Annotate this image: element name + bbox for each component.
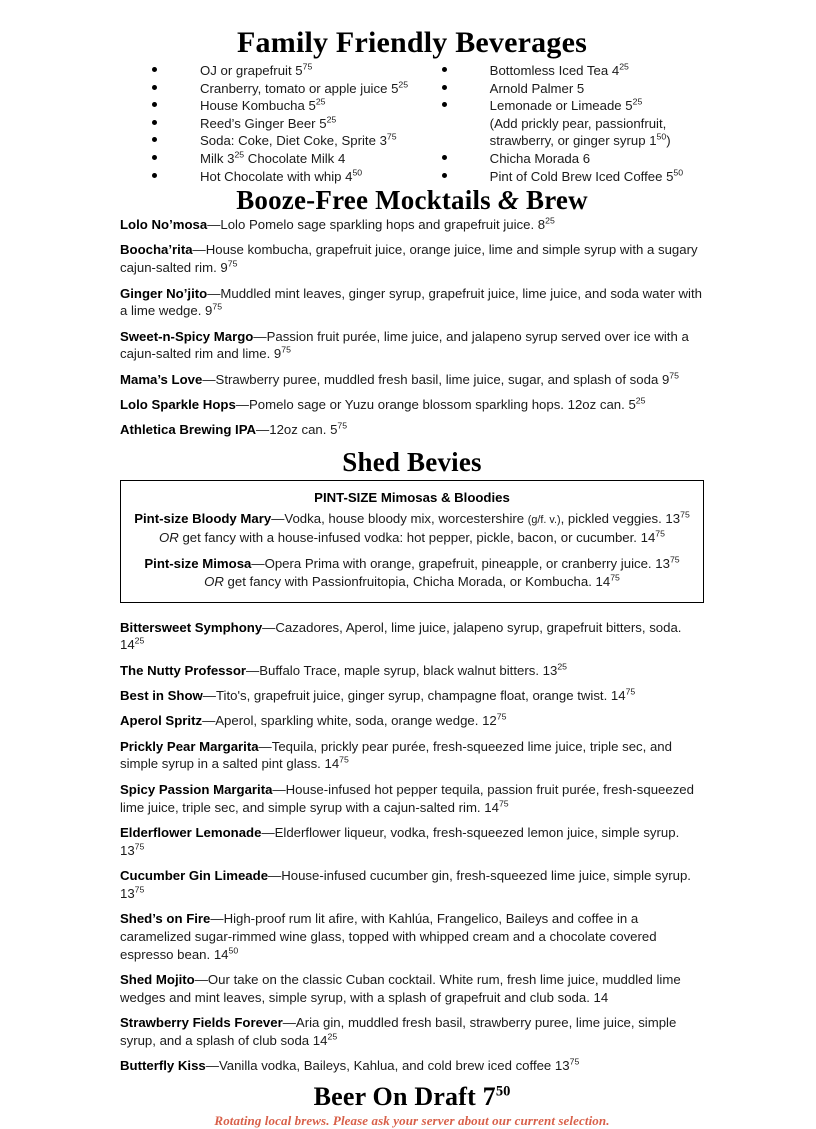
beverage-list-right xyxy=(442,62,704,185)
beverage-list-item xyxy=(442,150,704,168)
beverage-item-label: Lemonade or Limeade 5 xyxy=(489,98,633,114)
drink-price-sup: 75 xyxy=(669,370,679,381)
drink-name: Best in Show xyxy=(120,688,203,704)
bloody-or-label: OR xyxy=(159,530,179,546)
drink-name: Prickly Pear Margarita xyxy=(120,738,259,754)
cocktail-entry xyxy=(120,1014,704,1050)
mocktail-entry xyxy=(120,328,704,364)
drink-description: —Cazadores, Aperol, lime juice, jalapeno syrup, grapefruit bitters, soda. 14 xyxy=(120,619,682,653)
drink-name: Lolo Sparkle Hops xyxy=(120,397,236,413)
beverage-item-label: Reed’s Ginger Beer 5 xyxy=(200,115,327,131)
mocktail-entry xyxy=(120,421,704,439)
beverage-price-sup: 75 xyxy=(302,61,313,72)
drink-price-sup: 25 xyxy=(545,215,555,226)
drink-name: Butterfly Kiss xyxy=(120,1058,206,1074)
beverage-item-label: Soda: Coke, Diet Coke, Sprite 3 xyxy=(200,133,387,149)
drink-price-sup: 75 xyxy=(281,345,291,356)
drink-name: Cucumber Gin Limeade xyxy=(120,867,269,883)
drink-name: Ginger No’jito xyxy=(120,285,208,301)
beverage-list-item xyxy=(152,132,424,150)
mimosa-or-text: get fancy with Passionfruitopia, Chicha Morada, or Kombucha. 14 xyxy=(223,574,611,590)
pint-size-box xyxy=(120,480,704,603)
drink-price-sup: 50 xyxy=(228,945,239,956)
menu-content xyxy=(120,26,704,1129)
beverage-item-label: Chicha Morada 6 xyxy=(489,150,591,166)
pint-box-mimosa-line xyxy=(133,555,691,574)
drink-description: —12oz can. 5 xyxy=(256,422,338,438)
bloody-or-text: get fancy with a house-infused vodka: hot pepper, pickle, bacon, or cucumber. 14 xyxy=(178,530,656,546)
mocktail-entry xyxy=(120,285,704,321)
drink-price-sup: 75 xyxy=(227,258,238,269)
beverage-price-sup: 75 xyxy=(386,131,397,142)
beverage-item-label: Pint of Cold Brew Iced Coffee 5 xyxy=(489,168,674,184)
drink-price-sup: 75 xyxy=(337,420,348,431)
mimosa-desc: —Opera Prima with orange, grapefruit, pineapple, or cranberry juice. 13 xyxy=(251,555,670,571)
cocktail-entry xyxy=(120,687,704,705)
beverage-price-sup: 25 xyxy=(326,114,337,125)
section-title-shed-bevies: Shed Bevies xyxy=(342,446,482,477)
drink-price-sup: 75 xyxy=(339,755,349,766)
cocktail-entry xyxy=(120,619,704,655)
mocktail-entry xyxy=(120,371,704,389)
drink-name: Elderflower Lemonade xyxy=(120,824,262,840)
section-title-family-friendly-beverages: Family Friendly Beverages xyxy=(237,26,587,59)
beverage-list-item xyxy=(442,97,704,115)
beverage-price-sup: 25 xyxy=(632,96,643,107)
cocktail-entry xyxy=(120,824,704,860)
subnote-text: (Add prickly pear, passionfruit, strawberry, or ginger syrup 1 xyxy=(489,115,667,149)
cocktail-entry xyxy=(120,712,704,730)
drink-description: —Aperol, sparkling white, soda, orange wedge. 12 xyxy=(202,713,497,729)
beverage-list-item xyxy=(152,62,424,80)
drink-description: —Pomelo sage or Yuzu orange blossom sparkling hops. 12oz can. 5 xyxy=(235,397,636,413)
bullet-dot-icon xyxy=(152,173,157,178)
drink-description: —High-proof rum lit afire, with Kahlúa, Frangelico, Baileys and coffee in a caramelized sugar-rimmed wine glass, topped with whipped cream and a chocolate covered espresso bean. 14 xyxy=(120,910,657,962)
bullet-dot-icon xyxy=(442,85,447,90)
drink-price-sup: 75 xyxy=(134,884,145,895)
beverage-item-label-extra: Chocolate Milk 4 xyxy=(244,150,346,166)
beverage-price-sup: 25 xyxy=(315,96,326,107)
drink-description: —Vanilla vodka, Baileys, Kahlua, and cold brew iced coffee 13 xyxy=(205,1058,570,1074)
beverage-item-label: Bottomless Iced Tea 4 xyxy=(489,63,620,78)
mimosa-or-label: OR xyxy=(204,574,224,590)
bullet-dot-icon xyxy=(442,155,447,160)
drink-price-sup: 75 xyxy=(569,1056,580,1067)
drink-name: Mama’s Love xyxy=(120,371,203,387)
ampersand-ornament: & xyxy=(497,185,520,216)
beverage-item-label: Arnold Palmer 5 xyxy=(489,80,585,96)
drink-description: —Lolo Pomelo sage sparkling hops and grapefruit juice. 8 xyxy=(207,217,546,233)
drink-name: Strawberry Fields Forever xyxy=(120,1014,283,1030)
drink-price-sup: 75 xyxy=(134,841,145,852)
beverage-list-left xyxy=(152,62,424,185)
mocktails-title-part1: Booze-Free Mocktails xyxy=(236,185,498,216)
beverage-price-sup: 50 xyxy=(673,167,684,178)
beverage-list-item xyxy=(152,150,424,168)
mocktail-entry xyxy=(120,241,704,277)
mimosa-or-price-sup: 75 xyxy=(610,572,620,583)
family-beverages-left-column xyxy=(120,62,424,185)
drink-name: Bittersweet Symphony xyxy=(120,619,263,635)
pint-box-bloody-mary-line xyxy=(133,510,691,530)
family-beverages-columns xyxy=(120,62,704,185)
beer-rotating-note: Rotating local brews. Please ask your server about our current selection. xyxy=(214,1113,610,1129)
drink-name: Aperol Spritz xyxy=(120,713,203,729)
drink-name: Shed Mojito xyxy=(120,971,195,987)
drink-description: —Aria gin, muddled fresh basil, strawberry puree, lime juice, simple syrup, and a splash of club soda 14 xyxy=(120,1014,677,1048)
beverage-list-item xyxy=(152,97,424,115)
subnote-text-after: ) xyxy=(666,133,671,149)
drink-price-sup: 25 xyxy=(327,1031,338,1042)
drink-name: Shed’s on Fire xyxy=(120,910,211,926)
drink-name: Sweet-n-Spicy Margo xyxy=(120,328,254,344)
mimosa-name: Pint-size Mimosa xyxy=(144,555,252,571)
drink-name: Boocha’rita xyxy=(120,242,193,258)
beverage-price-sup: 25 xyxy=(619,61,629,72)
cocktail-entry xyxy=(120,1057,704,1075)
bullet-dot-icon xyxy=(152,120,157,125)
beverage-list-item xyxy=(442,80,704,98)
drink-name: Athletica Brewing IPA xyxy=(120,422,257,438)
beverage-price-sup: 25 xyxy=(398,79,409,90)
drink-price-sup: 75 xyxy=(212,301,223,312)
beverage-item-label: House Kombucha 5 xyxy=(200,98,316,114)
beverage-price-sup: 50 xyxy=(352,167,363,178)
bullet-dot-icon xyxy=(152,155,157,160)
cocktail-entry-list xyxy=(120,619,704,1075)
drink-name: Spicy Passion Margarita xyxy=(120,781,273,797)
drink-name: Lolo No’mosa xyxy=(120,217,208,233)
subnote-sup: 50 xyxy=(656,131,667,142)
beer-price-sup: 50 xyxy=(495,1083,511,1100)
drink-name: The Nutty Professor xyxy=(120,662,247,678)
mimosa-price-sup: 75 xyxy=(669,554,680,565)
cocktail-entry xyxy=(120,738,704,774)
cocktail-entry xyxy=(120,910,704,963)
bullet-dot-icon xyxy=(152,137,157,142)
pint-box-mimosa-or-line xyxy=(133,573,691,592)
drink-description: —House-infused cucumber gin, fresh-squeezed lime juice, simple syrup. 13 xyxy=(120,867,691,901)
pint-box-heading: PINT-SIZE Mimosas & Bloodies xyxy=(314,489,510,505)
bloody-or-price-sup: 75 xyxy=(655,528,665,539)
bullet-dot-icon xyxy=(152,67,157,72)
drink-description: —Our take on the classic Cuban cocktail. White rum, fresh lime juice, muddled lime wedges and mint leaves, simple syrup, with a splash of grapefruit and club soda. 14 xyxy=(120,971,681,1005)
drink-description: —Buffalo Trace, maple syrup, black walnut bitters. 13 xyxy=(246,662,558,678)
beverage-item-label: Cranberry, tomato or apple juice 5 xyxy=(200,80,399,96)
beverage-subnote xyxy=(442,115,704,150)
drink-description: —Passion fruit purée, lime juice, and jalapeno syrup served over ice with a cajun-salted rim and lime. 9 xyxy=(120,328,689,362)
drink-description: —Elderflower liqueur, vodka, fresh-squeezed lemon juice, simple syrup. 13 xyxy=(120,824,680,858)
bullet-dot-icon xyxy=(442,67,447,72)
beverage-list-item xyxy=(152,115,424,133)
beverage-price-sup: 25 xyxy=(234,149,245,160)
drink-description: —Tito's, grapefruit juice, ginger syrup, champagne float, orange twist. 14 xyxy=(202,688,626,704)
bloody-mary-name: Pint-size Bloody Mary xyxy=(134,510,272,526)
mocktail-entry-list xyxy=(120,216,704,439)
beverage-item-label: OJ or grapefruit 5 xyxy=(200,63,303,78)
bloody-mary-gf-note: (g/f. v.) xyxy=(527,513,561,526)
family-beverages-right-column xyxy=(424,62,704,185)
bullet-dot-icon xyxy=(442,102,447,107)
drink-price-sup: 75 xyxy=(498,798,509,809)
drink-price-sup: 75 xyxy=(625,686,636,697)
drink-description: —House kombucha, grapefruit juice, orange juice, lime and simple syrup with a sugary cajun-salted rim. 9 xyxy=(120,242,698,276)
drink-price-sup: 75 xyxy=(496,711,507,722)
drink-description: —House-infused hot pepper tequila, passion fruit purée, fresh-squeezed lime juice, triple sec, and simple syrup with a cajun-salted rim. 14 xyxy=(120,781,694,815)
cocktail-entry xyxy=(120,971,704,1007)
drink-description: —Strawberry puree, muddled fresh basil, lime juice, sugar, and splash of soda 9 xyxy=(202,371,670,387)
beverage-list-item xyxy=(442,168,704,186)
cocktail-entry xyxy=(120,867,704,903)
cocktail-entry xyxy=(120,662,704,680)
beverage-list-item xyxy=(152,168,424,186)
section-title-beer-on-draft xyxy=(120,1082,704,1112)
beverage-list-item xyxy=(152,80,424,98)
mocktail-entry xyxy=(120,396,704,414)
beer-title-text: Beer On Draft 7 xyxy=(313,1082,496,1112)
bullet-dot-icon xyxy=(442,173,447,178)
pint-box-bloody-mary-or-line xyxy=(133,529,691,548)
section-title-booze-free-mocktails xyxy=(120,185,704,216)
bloody-mary-desc-2: , pickled veggies. 13 xyxy=(560,510,681,526)
bloody-mary-price-sup: 75 xyxy=(680,509,690,520)
drink-price-sup: 25 xyxy=(134,636,145,647)
bullet-dot-icon xyxy=(152,85,157,90)
cocktail-entry xyxy=(120,781,704,817)
bullet-dot-icon xyxy=(152,102,157,107)
drink-price-sup: 25 xyxy=(635,395,646,406)
drink-price-sup: 25 xyxy=(557,661,568,672)
mocktails-title-part2: Brew xyxy=(519,185,588,216)
beverage-item-label: Milk 3 xyxy=(200,150,235,166)
beverage-list-item xyxy=(442,62,704,80)
drink-description: —Muddled mint leaves, ginger syrup, grapefruit juice, lime juice, and soda water with a lime wedge. 9 xyxy=(120,285,702,319)
mocktail-entry xyxy=(120,216,704,234)
beverage-item-label: Hot Chocolate with whip 4 xyxy=(200,168,353,184)
bloody-mary-desc-1: —Vodka, house bloody mix, worcestershire xyxy=(271,510,528,526)
drink-description: —Tequila, prickly pear purée, fresh-squeezed lime juice, triple sec, and simple syrup in a salted pint glass. 14 xyxy=(120,738,672,772)
